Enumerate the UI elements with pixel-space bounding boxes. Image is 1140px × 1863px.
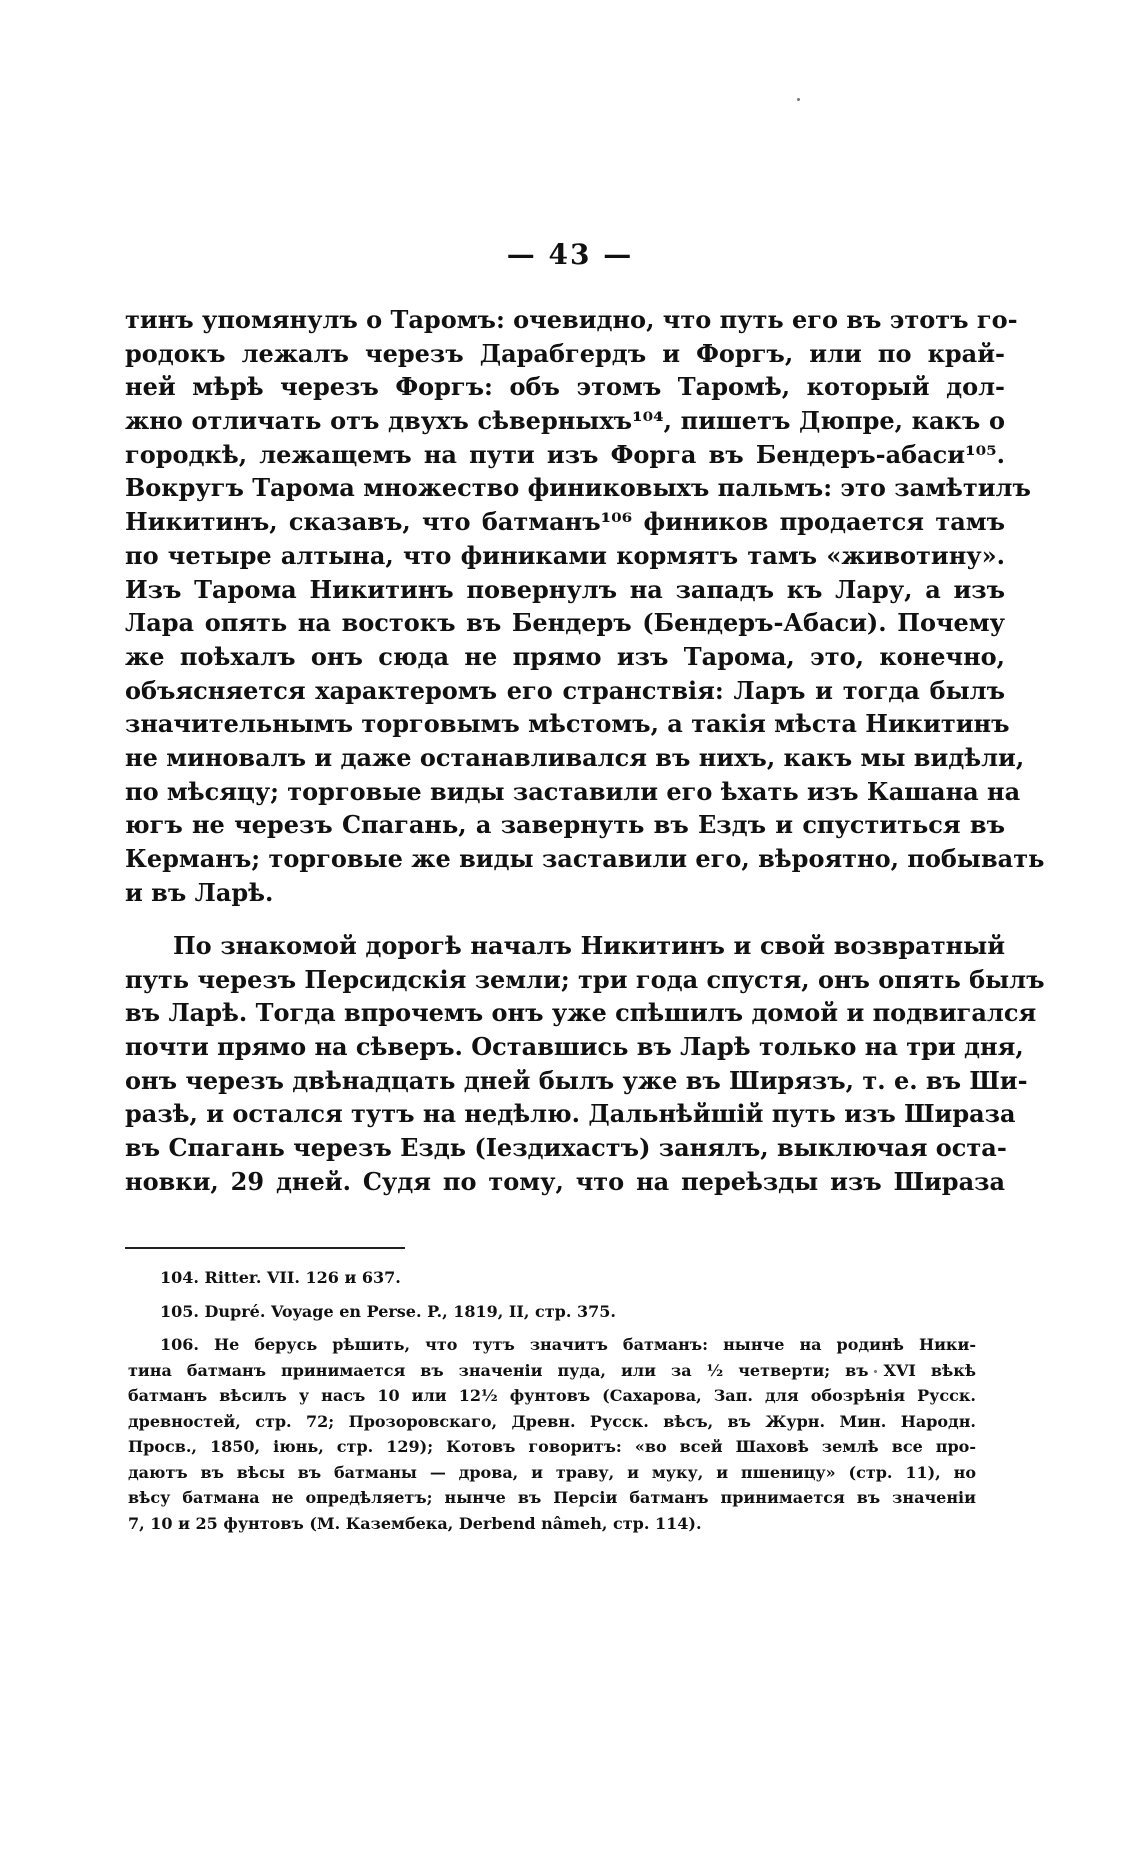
text-line: городкѣ, лежащемъ на пути изъ Форга въ Бендеръ-абаси¹⁰⁵. <box>125 439 1005 469</box>
text-line: Лара опять на востокъ въ Бендеръ (Бендеръ-Абаси). Почему <box>125 608 1005 638</box>
paragraph-2 <box>125 929 1045 1199</box>
text-line: по мѣсяцу; торговые виды заставили его ѣхать изъ Кашана на <box>125 776 1021 806</box>
text-line: въ Спагань черезъ Ездь (Іездихастъ) занялъ, выключая оста- <box>125 1133 1007 1163</box>
text-line: тинъ упомянулъ о Таромъ: очевидно, что путь его въ этотъ го- <box>125 305 1018 334</box>
text-line: же поѣхалъ онъ сюда не прямо изъ Тарома, это, конечно, <box>125 641 1005 671</box>
footnote-line: 104. Ritter. VII. 126 и 637. <box>160 1268 401 1287</box>
text-line: путь черезъ Персидскія земли; три года спустя, онъ опять былъ <box>125 964 1045 994</box>
text-line: Вокругъ Тарома множество финиковыхъ пальмъ: это замѣтилъ <box>125 473 1031 503</box>
text-line: разѣ, и остался тутъ на недѣлю. Дальнѣйшій путь изъ Шираза <box>125 1099 1016 1129</box>
footnote-105 <box>160 1299 976 1325</box>
text-line: ней мѣрѣ черезъ Форгъ: объ этомъ Таромѣ, который дол- <box>125 372 1005 402</box>
text-line: По знакомой дорогѣ началъ Никитинъ и свой возвратный <box>173 931 1005 960</box>
footnote-line: 7, 10 и 25 фунтовъ (M. Казембека, Derbend nâmeh, стр. 114). <box>128 1513 702 1533</box>
footnote-line: батманъ вѣсилъ у насъ 10 или 12½ фунтовъ (Сахарова, Зап. для обозрѣнія Русск. <box>128 1386 976 1405</box>
text-line: почти прямо на сѣверъ. Оставшись въ Ларѣ только на три дня, <box>125 1032 1024 1062</box>
text-line: Никитинъ, сказавъ, что батманъ¹⁰⁶ фиников продается тамъ <box>125 507 1005 537</box>
footnote-line: тина батманъ принимается въ значеніи пуда, или за ½ четверти; въ XVI вѣкѣ <box>128 1360 976 1380</box>
footnote-line: древностей, стр. 72; Прозоровскаго, Древн. Русск. вѣсъ, въ Журн. Мин. Народн. <box>128 1411 976 1431</box>
footnote-divider <box>125 1247 405 1249</box>
text-line: въ Ларѣ. Тогда впрочемъ онъ уже спѣшилъ домой и подвигался <box>125 998 1037 1028</box>
text-line: значительнымъ торговымъ мѣстомъ, а такія мѣста Никитинъ <box>125 709 1010 739</box>
footnote-line: Просв., 1850, іюнь, стр. 129); Котовъ говоритъ: «во всей Шаховѣ землѣ все про- <box>128 1437 976 1456</box>
text-line: югъ не черезъ Спагань, а завернуть въ Ездъ и спуститься въ <box>125 810 1005 840</box>
footnote-line: вѣсу батмана не опредѣляетъ; нынче въ Персіи батманъ принимается въ значеніи <box>128 1488 976 1507</box>
text-line: жно отличать отъ двухъ сѣверныхъ¹⁰⁴, пишетъ Дюпре, какъ о <box>125 406 1005 436</box>
text-line: по четыре алтына, что финиками кормятъ тамъ «животину». <box>125 540 1005 570</box>
text-line: родокъ лежалъ черезъ Дарабгердъ и Форгъ, или по край- <box>125 338 1005 368</box>
footnote-line: 105. Dupré. Voyage en Perse. P., 1819, II, стр. 375. <box>160 1301 616 1321</box>
scan-speck <box>797 98 800 101</box>
text-line: Керманъ; торговые же виды заставили его, вѣроятно, побывать <box>125 844 1045 873</box>
text-line: и въ Ларѣ. <box>125 877 274 907</box>
footnotes <box>128 1265 976 1544</box>
page-number: — 43 — <box>506 238 634 271</box>
footnote-line: даютъ въ вѣсы въ батманы — дрова, и траву, и муку, и пшеницу» (стр. 11), но <box>128 1462 976 1482</box>
paragraph-1 <box>125 303 1045 909</box>
footnote-106 <box>128 1332 976 1536</box>
text-line: новки, 29 дней. Судя по тому, что на переѣзды изъ Шираза <box>125 1166 1005 1196</box>
footnote-104 <box>160 1265 976 1291</box>
footnote-line: 106. Не берусь рѣшить, что тутъ значитъ батманъ: нынче на родинѣ Ники- <box>160 1335 976 1354</box>
text-line: Изъ Тарома Никитинъ повернулъ на западъ къ Лару, а изъ <box>125 574 1005 604</box>
text-line: онъ черезъ двѣнадцать дней былъ уже въ Ширязъ, т. е. въ Ши- <box>125 1065 1028 1095</box>
text-line: объясняется характеромъ его странствія: Ларъ и тогда былъ <box>125 675 1005 705</box>
text-line: не миновалъ и даже останавливался въ нихъ, какъ мы видѣли, <box>125 742 1025 772</box>
